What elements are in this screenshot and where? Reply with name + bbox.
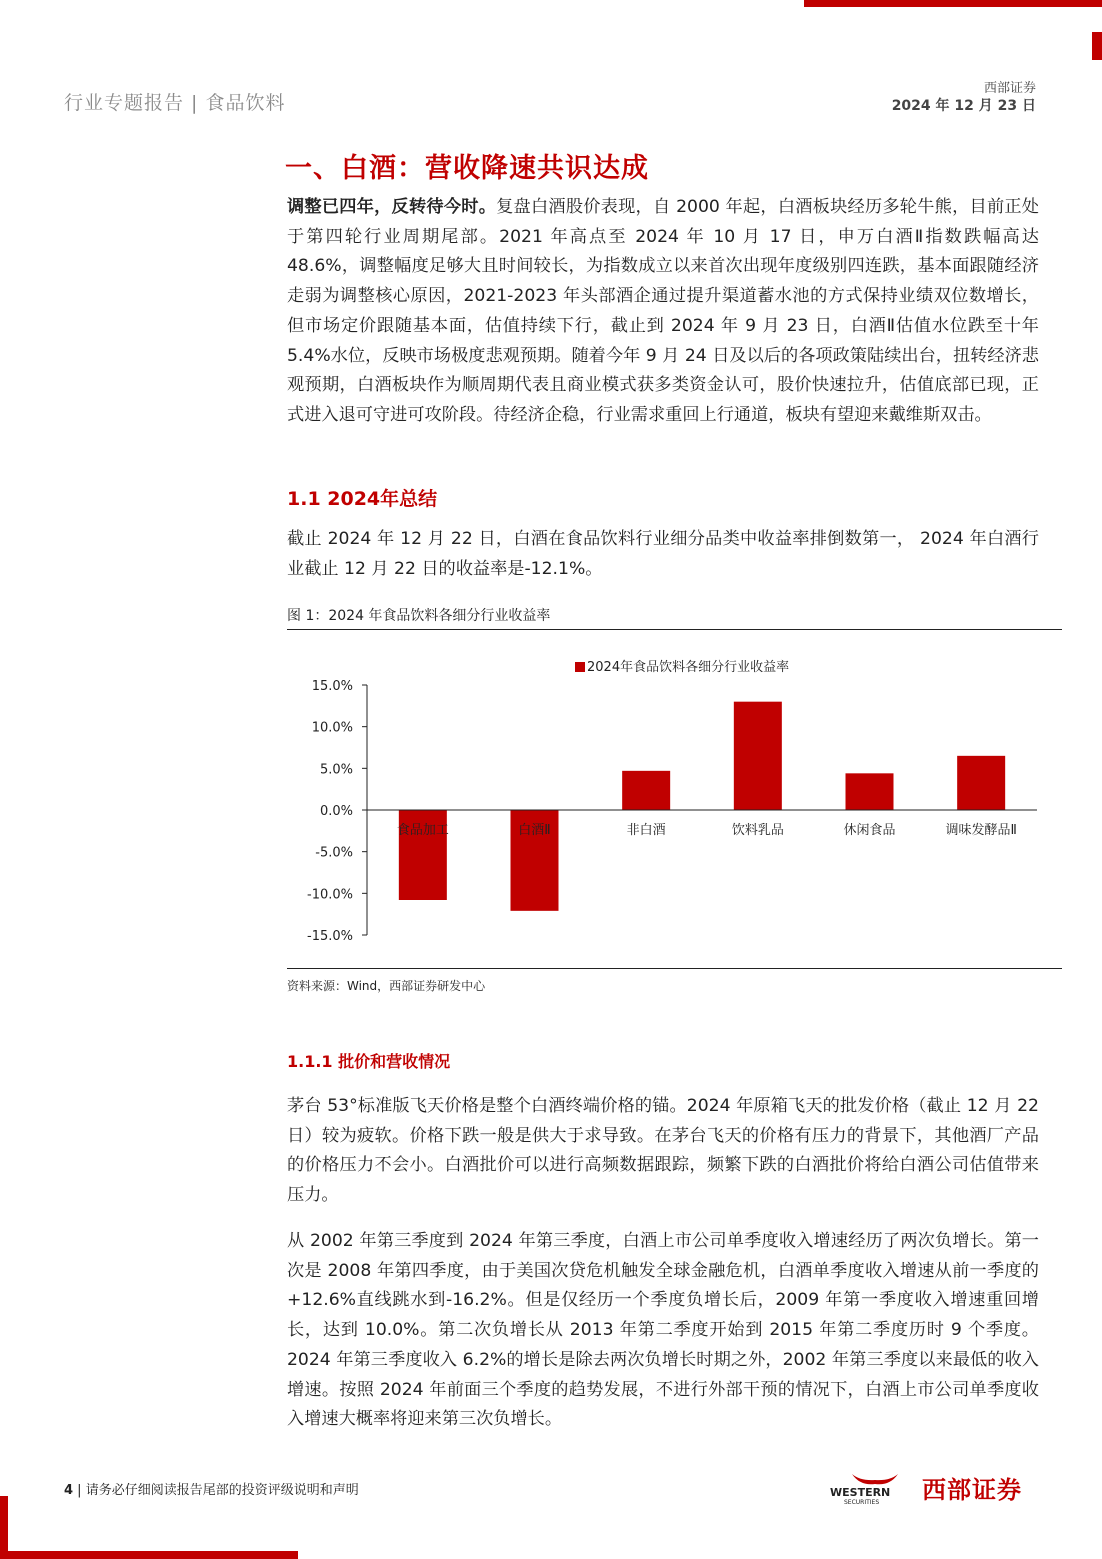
y-tick-label: -10.0% [307, 887, 353, 903]
report-category: 行业专题报告 | 食品饮料 [64, 92, 286, 114]
y-tick-label: 0.0% [319, 804, 353, 819]
y-tick-label: -5.0% [315, 845, 353, 861]
subsection-title: 1.1 2024年总结 [287, 488, 438, 510]
header-date: 2024 年 12 月 23 日 [891, 98, 1036, 114]
bar-2 [622, 771, 670, 810]
returns-bar-chart [287, 640, 1062, 965]
subsubsection-title: 1.1.1 批价和营收情况 [287, 1052, 451, 1071]
figure-bottom-rule [287, 968, 1062, 969]
section-title: 一、白酒：营收降速共识达成 [285, 153, 649, 184]
bar-5 [957, 756, 1005, 810]
legend-swatch [575, 662, 585, 672]
legend-label: 2024年食品饮料各细分行业收益率 [587, 660, 790, 675]
bars [396, 702, 1005, 911]
category-label-4: 休闲食品 [843, 823, 896, 838]
intro-paragraph [287, 193, 1039, 431]
category-label-5: 调味发酵品Ⅱ [945, 823, 1017, 838]
logo-english-sub: SECURITIES [844, 1499, 880, 1506]
bar-4 [846, 773, 894, 810]
top-right-accent [1092, 32, 1102, 60]
figure-source: 资料来源：Wind，西部证券研发中心 [287, 979, 486, 993]
page-number: 4 [64, 1483, 74, 1498]
footer-notice: 4 | 请务必仔细阅读报告尾部的投资评级说明和声明 [64, 1483, 359, 1498]
company-logo [830, 1470, 1040, 1510]
price-paragraph: 茅台 53°标准版飞天价格是整个白酒终端价格的锚。2024 年原箱飞天的批发价格（截止 12 月 22 日）较为疲软。价格下跌一般是供大于求导致。在茅台飞天的价格有压力的背景下，其他酒厂产品的价格压力不会小。白酒批价可以进行高频数据跟踪，频繁下跌的白酒批价将给白酒公司估值带来压力。 [287, 1096, 1039, 1206]
header-company: 西部证券 [983, 81, 1036, 96]
category-label-2: 非白酒 [626, 823, 666, 838]
figure-top-rule [287, 629, 1062, 630]
intro-lead: 调整已四年，反转待今时。 [287, 197, 497, 217]
y-ticks [307, 679, 367, 944]
top-accent-bar [804, 0, 1102, 7]
logo-chinese: 西部证券 [922, 1476, 1022, 1504]
y-tick-label: 15.0% [311, 679, 353, 694]
disclaimer-text: 请务必仔细阅读报告尾部的投资评级说明和声明 [85, 1483, 359, 1498]
y-tick-label: 10.0% [311, 720, 353, 736]
category-label-3: 饮料乳品 [731, 823, 784, 838]
bottom-left-accent-vertical [0, 1496, 8, 1559]
category-labels [397, 822, 1017, 838]
figure-caption: 图 1：2024 年食品饮料各细分行业收益率 [287, 608, 551, 624]
y-tick-label: 5.0% [319, 762, 353, 778]
category-label-0: 食品加工 [396, 823, 449, 838]
summary-paragraph: 截止 2024 年 12 月 22 日，白酒在食品饮料行业细分品类中收益率排倒数第一， 2024 年白酒行业截止 12 月 22 日的收益率是-12.1%。 [287, 529, 1039, 579]
logo-english: WESTERN [830, 1486, 891, 1499]
y-tick-label: -15.0% [307, 929, 353, 944]
revenue-paragraph: 从 2002 年第三季度到 2024 年第三季度，白酒上市公司单季度收入增速经历了两次负增长。第一次是 2008 年第四季度，由于美国次贷危机触发全球金融危机，白酒单季度收入增速从前一季度的+12.6%直线跳水到-16.2%。但是仅经历一个季度负增长后，2009 年第一季度收入增速重回增长，达到 10.0%。第二次负增长从 2013 年第二季度开始到 2015 年第二季度历时 9 个季度。2024 年第三季度收入 6.2%的增长是除去两次负增长时期之外，2002 年第三季度以来最低的收入增速。按照 2024 年前面三个季度的趋势发展，不进行外部干预的情况下，白酒上市公司单季度收入增速大概率将迎来第三次负增长。 [287, 1231, 1039, 1430]
category-label-1: 白酒Ⅱ [518, 823, 551, 838]
bar-3 [734, 702, 782, 810]
intro-body: 复盘白酒股价表现，自 2000 年起，白酒板块经历多轮牛熊，目前正处于第四轮行业周期尾部。2021 年高点至 2024 年 10 月 17 日，申万白酒Ⅱ指数跌幅高达 48.6%，调整幅度足够大且时间较长，为指数成立以来首次出现年度级别四连跌，基本面跟随经济走弱为调整核心原因，2021-2023 年头部酒企通过提升渠道蓄水池的方式保持业绩双位数增长，但市场定价跟随基本面，估值持续下行，截止到 2024 年 9 月 23 日，白酒Ⅱ估值水位跌至十年 5.4%水位，反映市场极度悲观预期。随着今年 9 月 24 日及以后的各项政策陆续出台，扭转经济悲观预期，白酒板块作为顺周期代表且商业模式获多类资金认可，股价快速拉升，估值底部已现，正式进入退可守进可攻阶段。待经济企稳，行业需求重回上行通道，板块有望迎来戴维斯双击。 [287, 197, 1039, 425]
bottom-left-accent-horizontal [0, 1551, 298, 1559]
